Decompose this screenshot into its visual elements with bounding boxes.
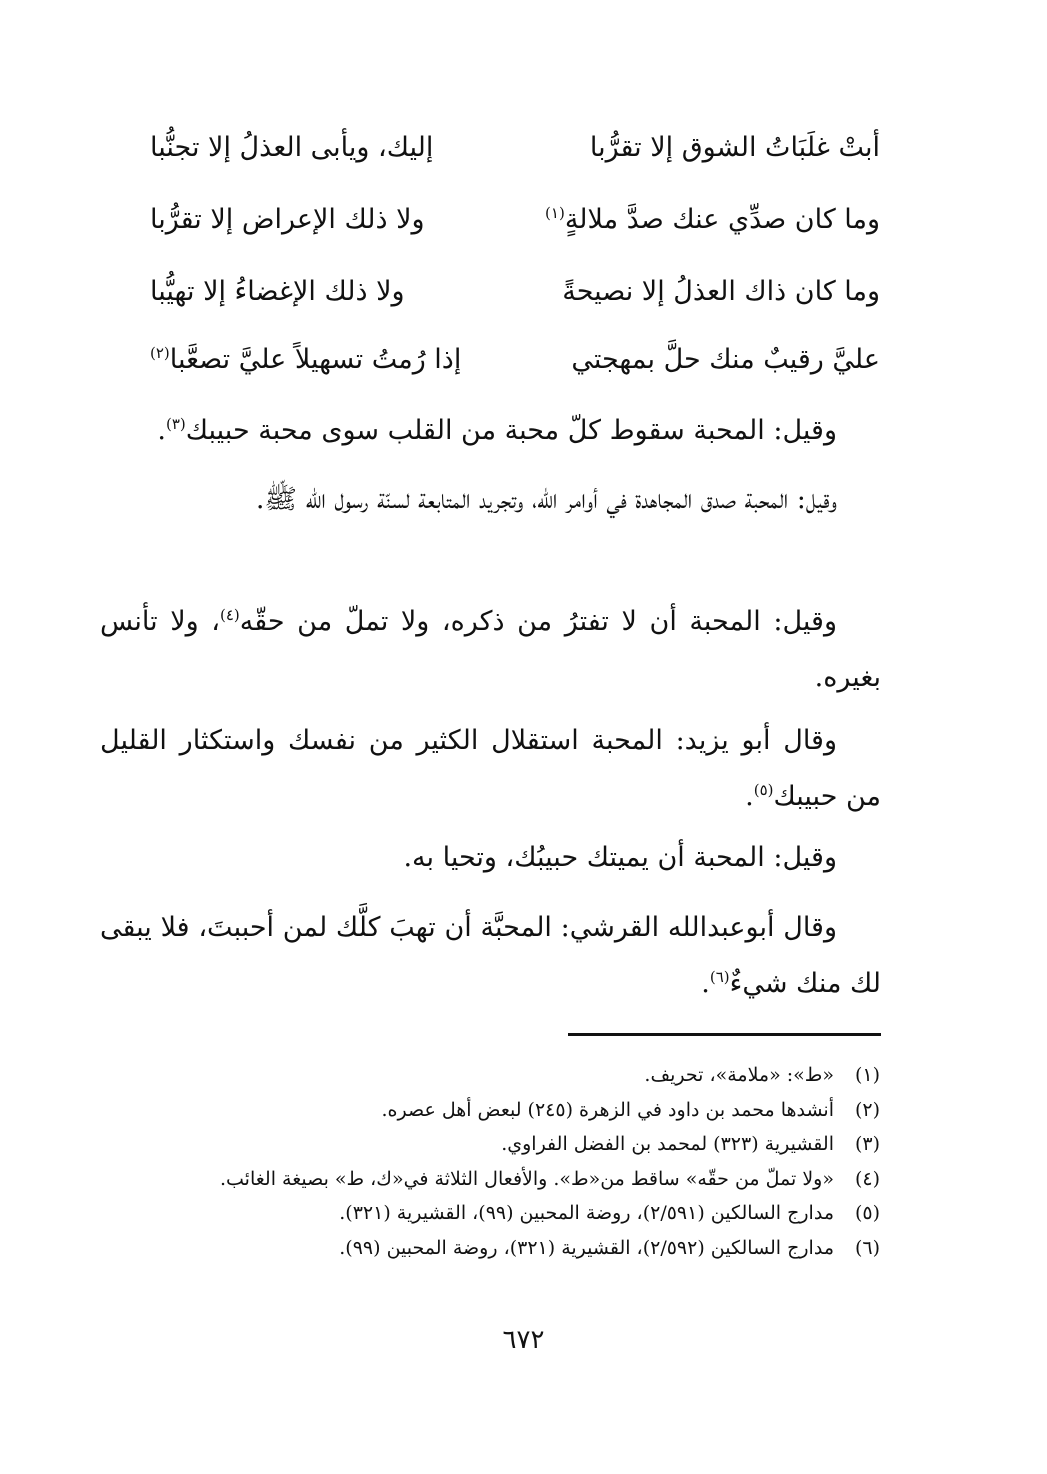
- verse-line: [150, 330, 880, 390]
- footnote: [160, 1058, 880, 1093]
- footnote: [160, 1196, 880, 1231]
- verse-line: [150, 190, 880, 250]
- footnote-number: (٣): [854, 1133, 880, 1155]
- footnote-marker[interactable]: (٣): [165, 415, 186, 433]
- footnote-marker[interactable]: (١): [545, 204, 565, 222]
- footnote: [160, 1127, 880, 1162]
- paragraph: وقال أبو يزيد: المحبة استقلال الكثير من نفسك واستكثار القليل من حبيبك$^{(٥)}$.: [100, 725, 881, 812]
- footnote-marker[interactable]: (٦): [709, 968, 730, 986]
- footnote-marker[interactable]: (٥): [753, 781, 774, 799]
- page-number: ٦٧٢: [502, 1325, 545, 1355]
- paragraph: وقيل: المحبة سقوط كلّ محبة من القلب سوى محبة حبيبك$^{(٣)}$.: [157, 415, 837, 446]
- verse-first-hemistich: عليَّ رقيبٌ منك حلَّ بمهجتي: [571, 344, 880, 375]
- footnote-separator: [568, 1033, 881, 1036]
- verse-second-hemistich: إذا رُمتُ تسهيلاً عليَّ تصعَّبا$^{(٢)}$: [150, 344, 462, 375]
- verse-line: [150, 118, 880, 178]
- footnote-number: (١): [854, 1064, 880, 1086]
- verse-first-hemistich: وما كان صدِّي عنك صدَّ ملالةٍ$^{(١)}$: [545, 204, 880, 235]
- footnote: [160, 1162, 880, 1197]
- footnote-number: (٥): [854, 1202, 880, 1224]
- verse-second-hemistich: إليك، ويأبى العذلُ إلا تجنُّبا: [150, 132, 434, 163]
- paragraph: وقيل: المحبة أن يميتك حبيبُك، وتحيا به.: [403, 842, 837, 873]
- footnote-marker[interactable]: (٢): [150, 344, 170, 362]
- footnote-number: (٤): [854, 1167, 880, 1190]
- footnote-text: مدارج السالكين (٢/٥٩١)، روضة المحبين (٩٩)، القشيرية (٣٢١).: [339, 1202, 834, 1224]
- footnote-text: مدارج السالكين (٢/٥٩٢)، القشيرية (٣٢١)، روضة المحبين (٩٩).: [339, 1236, 834, 1259]
- verse-second-hemistich: ولا ذلك الإعراض إلا تقرُّبا: [150, 204, 425, 235]
- footnote-number: (٦): [854, 1236, 880, 1259]
- footnote: [160, 1093, 880, 1128]
- footnote-text: أنشدها محمد بن داود في الزهرة (٢٤٥) لبعض أهل عصره.: [381, 1098, 834, 1121]
- footnote: [160, 1231, 880, 1266]
- paragraph: وقال أبوعبدالله القرشي: المحبَّة أن تهبَ كلَّك لمن أحببتَ، فلا يبقى لك منك شيءٌ$^{(٦)}$.: [100, 912, 881, 999]
- footnote-text: القشيرية (٣٢٣) لمحمد بن الفضل الفراوي.: [501, 1133, 834, 1155]
- verse-line: [150, 262, 880, 322]
- footnote-number: (٢): [854, 1098, 880, 1121]
- verse-first-hemistich: أبتْ غلَبَاتُ الشوق إلا تقرُّبا: [589, 132, 880, 163]
- footnote-marker[interactable]: (٤): [219, 606, 240, 624]
- paragraph: وقيل: المحبة أن لا تفترُ من ذكره، ولا تملّ من حقّه$^{(٤)}$، ولا تأنس بغيره.: [100, 606, 881, 693]
- verse-second-hemistich: ولا ذلك الإغضاءُ إلا تهيُّبا: [150, 276, 405, 307]
- paragraph: وقيل: المحبة صدق المجاهدة في أوامر الله، وتجريد المتابعة لسنّة رسول الله ﷺ.: [255, 484, 837, 515]
- footnote-text: «ط»: «ملامة»، تحريف.: [644, 1064, 834, 1086]
- verse-first-hemistich: وما كان ذاك العذلُ إلا نصيحةً: [562, 276, 880, 307]
- footnotes: [160, 1058, 880, 1265]
- footnote-text: «ولا تملّ من حقّه» ساقط من«ط». والأفعال الثلاثة في«ك، ط» بصيغة الغائب.: [219, 1167, 834, 1190]
